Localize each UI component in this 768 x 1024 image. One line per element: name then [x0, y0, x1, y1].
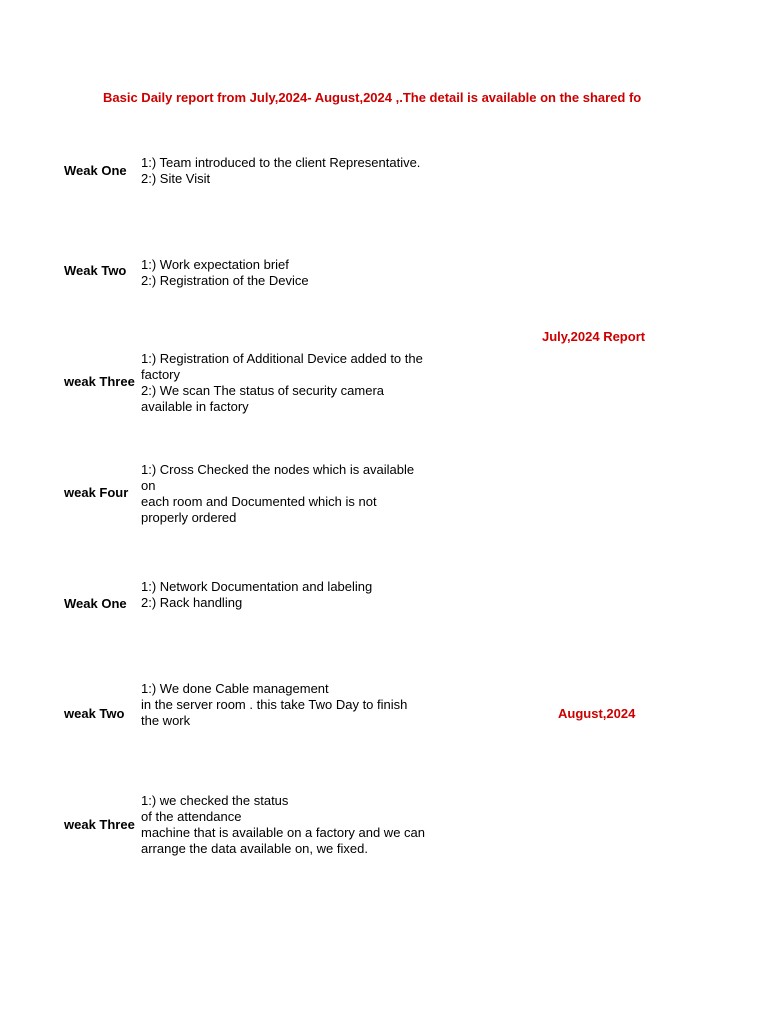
week-label: Weak One: [64, 163, 127, 178]
report-title: Basic Daily report from July,2024- August,2024 ,.The detail is available on the shared fo: [103, 90, 642, 105]
week-description: 1:) Work expectation brief 2:) Registration of the Device: [141, 257, 309, 288]
week-description: 1:) Cross Checked the nodes which is available on each room and Documented which is not properly ordered: [141, 462, 415, 525]
week-label: Weak One: [64, 596, 127, 611]
week-label: Weak Two: [64, 263, 127, 278]
week-label: weak Three: [64, 817, 135, 832]
week-description: 1:) We done Cable management in the server room . this take Two Day to finish the work: [141, 681, 408, 728]
week-description: 1:) we checked the status of the attendance machine that is available on a factory and we can arrange the data available on, we fixed.: [141, 793, 426, 856]
week-description: 1:) Registration of Additional Device added to the factory 2:) We scan The status of security camera available in factory: [141, 351, 423, 414]
week-description: 1:) Team introduced to the client Representative. 2:) Site Visit: [141, 155, 421, 186]
month-label-july: July,2024 Report: [542, 329, 646, 344]
week-label: weak Three: [64, 374, 135, 389]
week-label: weak Four: [64, 485, 129, 500]
week-label: weak Two: [64, 706, 125, 721]
week-description: 1:) Network Documentation and labeling 2:) Rack handling: [141, 579, 373, 610]
month-label-august: August,2024: [558, 706, 636, 721]
